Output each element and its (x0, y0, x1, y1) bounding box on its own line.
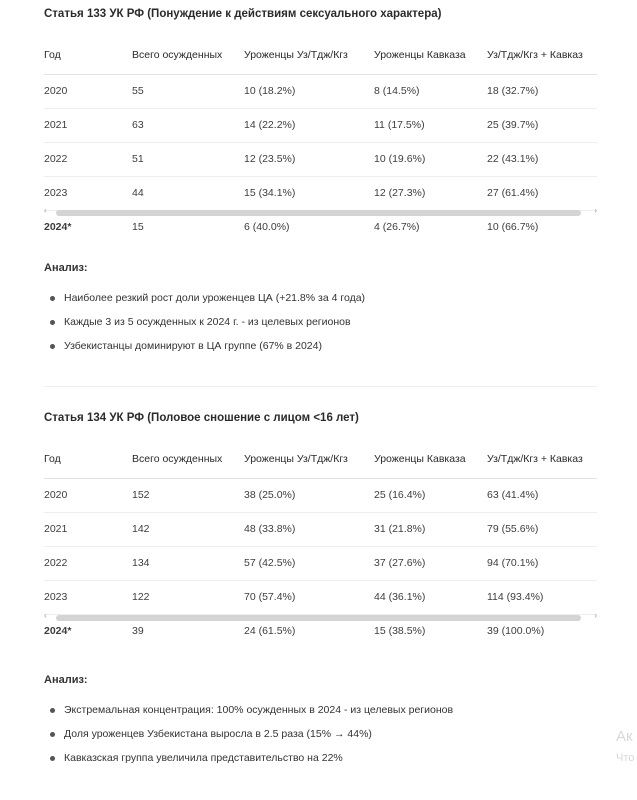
horizontal-scrollbar[interactable] (44, 611, 597, 622)
list-item: Экстремальная концентрация: 100% осужденных в 2024 - из целевых регионов (44, 702, 453, 726)
cell-central-asia: 38 (25.0%) (244, 489, 296, 501)
cell-year: 2021 (44, 523, 68, 535)
table-row (44, 143, 597, 177)
cell-caucasus: 8 (14.5%) (374, 85, 420, 97)
cell-combined: 10 (66.7%) (487, 221, 539, 233)
cell-caucasus: 12 (27.3%) (374, 187, 426, 199)
cell-total: 122 (132, 591, 150, 603)
analysis-list (44, 290, 365, 362)
cell-total: 39 (132, 625, 144, 637)
cell-year: 2022 (44, 557, 68, 569)
cell-total: 15 (132, 221, 144, 233)
cell-total: 51 (132, 153, 144, 165)
cell-combined: 94 (70.1%) (487, 557, 539, 569)
cell-year: 2023 (44, 591, 68, 603)
cell-year: 2023 (44, 187, 68, 199)
cell-central-asia: 70 (57.4%) (244, 591, 296, 603)
cell-caucasus: 11 (17.5%) (374, 119, 425, 131)
cell-central-asia: 14 (22.2%) (244, 119, 296, 131)
horizontal-scrollbar[interactable] (44, 206, 597, 217)
scroll-thumb[interactable] (56, 615, 581, 621)
header-total: Всего осужденных (132, 49, 223, 61)
cell-combined: 22 (43.1%) (487, 153, 539, 165)
cell-combined: 18 (32.7%) (487, 85, 539, 97)
scroll-thumb[interactable] (56, 210, 581, 216)
cell-total: 152 (132, 489, 150, 501)
list-item: Кавказская группа увеличила представительство на 22% (44, 750, 453, 774)
analysis-title: Анализ: (44, 674, 88, 686)
list-item: Доля уроженцев Узбекистана выросла в 2.5 раза (15% → 44%) (44, 726, 453, 750)
cell-year: 2021 (44, 119, 68, 131)
analysis-block (44, 262, 597, 352)
cell-year: 2022 (44, 153, 68, 165)
cell-caucasus: 4 (26.7%) (374, 221, 420, 233)
cell-combined: 25 (39.7%) (487, 119, 539, 131)
cell-central-asia: 15 (34.1%) (244, 187, 296, 199)
section-divider (44, 386, 597, 387)
cell-combined: 114 (93.4%) (487, 591, 544, 603)
table-row (44, 513, 597, 547)
cell-central-asia: 24 (61.5%) (244, 625, 296, 637)
table-header-row (44, 36, 597, 75)
header-year: Год (44, 453, 61, 465)
list-item: Узбекистанцы доминируют в ЦА группе (67% в 2024) (44, 338, 365, 362)
scroll-right-icon[interactable]: › (594, 206, 597, 215)
cell-total: 142 (132, 523, 150, 535)
table-row (44, 177, 597, 211)
table-row (44, 75, 597, 109)
cell-year: 2020 (44, 489, 68, 501)
cell-combined: 79 (55.6%) (487, 523, 539, 535)
table-row (44, 581, 597, 615)
cell-combined: 27 (61.4%) (487, 187, 539, 199)
cell-combined: 39 (100.0%) (487, 625, 545, 637)
cell-caucasus: 25 (16.4%) (374, 489, 426, 501)
cell-caucasus: 10 (19.6%) (374, 153, 426, 165)
cell-total: 55 (132, 85, 144, 97)
watermark-text: Что (616, 752, 635, 764)
list-item: Каждые 3 из 5 осужденных к 2024 г. - из целевых регионов (44, 314, 365, 338)
scroll-right-icon[interactable]: › (594, 611, 597, 620)
cell-year: 2020 (44, 85, 68, 97)
analysis-title: Анализ: (44, 262, 88, 274)
cell-total: 134 (132, 557, 150, 569)
cell-total: 63 (132, 119, 144, 131)
cell-year: 2024* (44, 221, 72, 233)
cell-combined: 63 (41.4%) (487, 489, 539, 501)
table-row (44, 479, 597, 513)
scroll-left-icon[interactable]: ‹ (44, 206, 47, 215)
scroll-left-icon[interactable]: ‹ (44, 611, 47, 620)
cell-central-asia: 6 (40.0%) (244, 221, 290, 233)
analysis-list (44, 702, 453, 774)
cell-caucasus: 31 (21.8%) (374, 523, 426, 535)
table-row (44, 109, 597, 143)
cell-central-asia: 12 (23.5%) (244, 153, 296, 165)
header-year: Год (44, 49, 61, 61)
header-combined: Уз/Тдж/Кгз + Кавказ (487, 49, 583, 61)
cell-caucasus: 37 (27.6%) (374, 557, 426, 569)
section-title: Статья 134 УК РФ (Половое сношение с лицом <16 лет) (44, 412, 359, 424)
cell-caucasus: 15 (38.5%) (374, 625, 426, 637)
header-central-asia: Уроженцы Уз/Тдж/Кгз (244, 49, 348, 61)
cell-central-asia: 10 (18.2%) (244, 85, 296, 97)
cell-central-asia: 57 (42.5%) (244, 557, 296, 569)
section-title: Статья 133 УК РФ (Понуждение к действиям сексуального характера) (44, 8, 442, 20)
header-caucasus: Уроженцы Кавказа (374, 453, 466, 465)
header-combined: Уз/Тдж/Кгз + Кавказ (487, 453, 583, 465)
analysis-block (44, 674, 597, 764)
cell-caucasus: 44 (36.1%) (374, 591, 426, 603)
cell-total: 44 (132, 187, 144, 199)
cell-year: 2024* (44, 625, 72, 637)
table-row (44, 547, 597, 581)
cell-central-asia: 48 (33.8%) (244, 523, 296, 535)
table-header-row (44, 440, 597, 479)
header-caucasus: Уроженцы Кавказа (374, 49, 466, 61)
header-total: Всего осужденных (132, 453, 223, 465)
list-item: Наиболее резкий рост доли уроженцев ЦА (+21.8% за 4 года) (44, 290, 365, 314)
watermark-text: Ак (616, 728, 633, 745)
header-central-asia: Уроженцы Уз/Тдж/Кгз (244, 453, 348, 465)
